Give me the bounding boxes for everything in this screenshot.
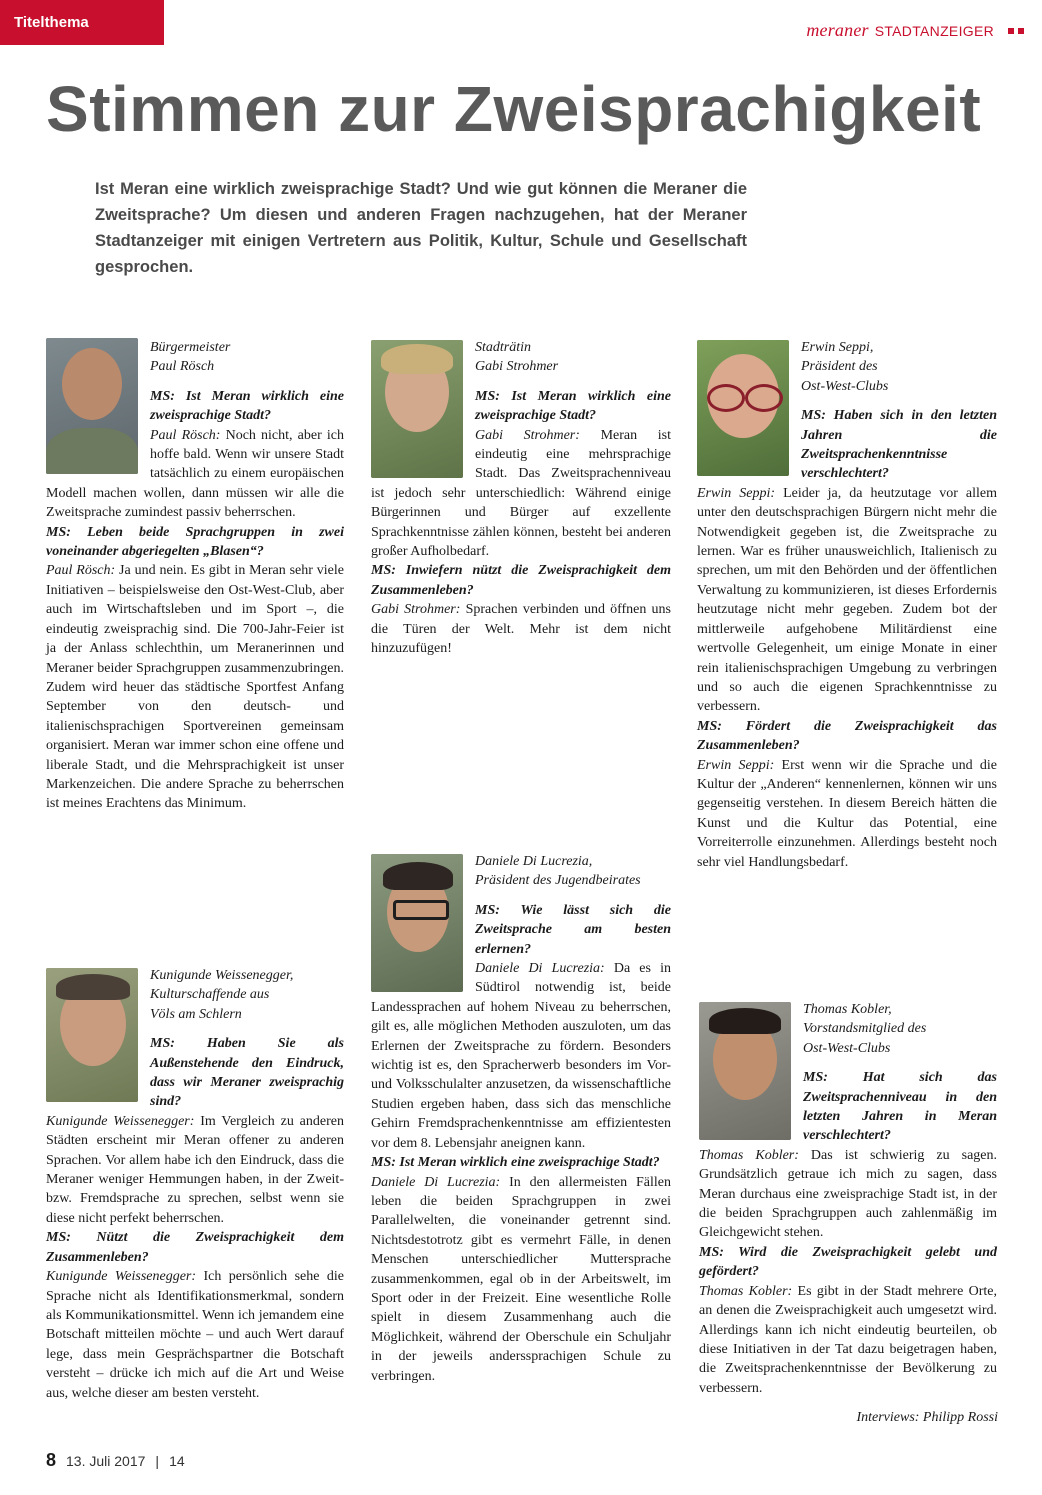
question: MS: Leben beide Sprachgruppen in zwei voneinander abgeriegelten „Blasen“?	[46, 524, 344, 560]
question: MS: Ist Meran wirklich eine zweisprachige Stadt?	[150, 388, 344, 424]
answer: Paul Rösch: Noch nicht, aber ich hoffe bald. Wenn wir unsere Stadt tatsächlich zu einem europäischen Modell machen wollen, dann müssen wir alle die Zweitsprache zumindest passiv beherrschen.	[46, 427, 344, 521]
answer: Daniele Di Lucrezia: Da es in Südtirol notwendig ist, beide Landessprachen auf hohem Niveau zu beherrschen, gilt es, alle möglichen Methoden auszuloten, um das Erlernen der Zweitsprache zu fördern. Besonders wichtig ist es, den Spracherwerb besonders im Vor- und Volksschulalter anzusetzen, da wissenschaftliche Studien ergeben haben, dass sich das menschliche Gehirn Fremdsprachenkenntnisse am effizientesten vor dem 8. Lebensjahr aneignen kann.	[371, 961, 671, 1151]
question: MS: Fördert die Zweisprachigkeit das Zusammenleben?	[697, 718, 997, 754]
section-tab: Titelthema	[0, 0, 164, 45]
answer: Erwin Seppi: Leider ja, da heutzutage vor allem unter den deutschsprachigen Bürgern nicht mehr die Notwendigkeit gegeben ist, die Zweitsprache zu lernen. War es früher unausweichlich, Italienisch zu sprechen, um mit den Behörden und der öffentlichen Verwaltung zu kommunizieren, ist dieses Erfordernis heutzutage nicht mehr gegeben. Zudem bot der mittlerweile aufgehobene Militärdienst eine wertvolle Gelegenheit, um einige Monate in einer rein italienischsprachigen Umgebung zu verbringen und so auch die eigenen Sprachkenntnisse zu verbessern.	[697, 485, 997, 715]
answer: Kunigunde Weissenegger: Ich persönlich sehe die Sprache nicht als Identifikationsmerkmal, sondern als Kommunikationsmittel. Wenn ich jemandem eine Botschaft mitteilen möchte – und auch Wert darauf lege, dass mein Gesprächspartner die Botschaft versteht – drücke ich mich auf die Art und Weise aus, welche dieser am besten versteht.	[46, 1269, 344, 1401]
interviewee-caption: Thomas Kobler, Vorstandsmitglied des Ost-West-Clubs	[803, 1002, 927, 1056]
portrait-photo	[699, 1002, 791, 1140]
question: MS: Haben Sie als Außenstehende den Eindruck, dass wir Meraner zweisprachig sind?	[150, 1036, 344, 1110]
question: MS: Haben sich in den letzten Jahren die Zweitsprachenkenntnisse verschlechtert?	[801, 408, 997, 482]
interview-paul-roesch	[46, 338, 344, 814]
intro-paragraph: Ist Meran eine wirklich zweisprachige Stadt? Und wie gut können die Meraner die Zweitsprache? Um diesen und anderen Fragen nachzugehen, hat der Meraner Stadtanzeiger mit einigen Vertretern aus Politik, Kultur, Schule und Gesellschaft gesprochen.	[95, 180, 747, 276]
answer: Thomas Kobler: Das ist schwierig zu sagen. Grundsätzlich getraue ich mich zu sagen, dass Meran durchaus eine zweisprachige Stadt ist, in der die beiden Sprachgruppen auch zahlenmäßig im Gleichgewicht stehen.	[699, 1147, 997, 1241]
answer: Daniele Di Lucrezia: In den allermeisten Fällen leben die beiden Sprachgruppen in zwei Parallelwelten, die voneinander getrennt sind. Nichtsdestotrotz gibt es vermehrt Fälle, in denen Menschen unterschiedlicher Muttersprache zusammenkommen, egal ob in der Arbeitswelt, im Sport oder in der Freizeit. Eine wesentliche Rolle spielt in diesem Zusammenhang auch die Möglichkeit, während der Oberschule ein Schuljahr in der jeweils anderssprachigen Schule zu verbringen.	[371, 1174, 671, 1384]
interview-credit: Interviews: Philipp Rossi	[856, 1410, 998, 1425]
question: MS: Wird die Zweisprachigkeit gelebt und gefördert?	[699, 1244, 997, 1280]
interview-thomas-kobler	[699, 1000, 997, 1398]
interviewee-caption: Erwin Seppi, Präsident des Ost-West-Clubs	[801, 340, 889, 394]
issue-number: 14	[169, 1453, 185, 1469]
question: MS: Ist Meran wirklich eine zweisprachige Stadt?	[371, 1155, 660, 1171]
interview-gabi-strohmer	[371, 338, 671, 659]
question: MS: Inwiefern nützt die Zweisprachigkeit dem Zusammenleben?	[371, 563, 671, 598]
question: MS: Wie lässt sich die Zweitsprache am besten erlernen?	[475, 902, 671, 957]
interviewee-caption: Bürgermeister Paul Rösch	[150, 340, 231, 375]
interviewee-caption: Kunigunde Weissenegger, Kulturschaffende aus Völs am Schlern	[150, 968, 294, 1022]
brand-caps: STADTANZEIGER	[874, 22, 994, 39]
headline: Stimmen zur Zweisprachigkeit	[46, 73, 982, 145]
question: MS: Nützt die Zweisprachigkeit dem Zusammenleben?	[46, 1230, 344, 1265]
page-number: 8	[46, 1450, 57, 1470]
publication-brand	[806, 20, 1024, 41]
portrait-photo	[371, 340, 463, 478]
answer: Erwin Seppi: Erst wenn wir die Sprache und die Kultur der „Anderen“ kennenlernen, können wir uns gegenseitig verstehen. In diesem Bereich hätten die Kunst und die Kultur das Potential, eine Vorreiterrolle einzunehmen. Allerdings besteht noch sehr viel Handlungsbedarf.	[697, 757, 997, 870]
answer: Gabi Strohmer: Sprachen verbinden und öffnen uns die Türen der Welt. Mehr ist dem nicht hinzuzufügen!	[371, 602, 671, 657]
page-footer	[46, 1450, 185, 1471]
interview-erwin-seppi	[697, 338, 997, 872]
interviewee-caption: Daniele Di Lucrezia, Präsident des Jugendbeirates	[475, 854, 641, 889]
portrait-photo	[46, 338, 138, 474]
issue-date: 13. Juli 2017	[66, 1453, 146, 1469]
portrait-photo	[697, 340, 789, 476]
interview-kunigunde-weissenegger	[46, 966, 344, 1403]
portrait-photo	[371, 854, 463, 992]
footer-separator: |	[155, 1453, 160, 1469]
brand-squares-icon	[1008, 28, 1024, 34]
question: MS: Ist Meran wirklich eine zweisprachige Stadt?	[475, 388, 671, 424]
interview-daniele-di-lucrezia	[371, 852, 671, 1386]
answer: Gabi Strohmer: Meran ist eindeutig eine mehrsprachige Stadt. Das Zweitsprachenniveau ist jedoch sehr unterschiedlich: Während einige Bürgerinnen und Bürger auf exzellente Sprachkenntnisse zählen können, besteht bei anderen großer Aufholbedarf.	[371, 427, 671, 560]
brand-italic: meraner	[806, 20, 869, 40]
answer: Thomas Kobler: Es gibt in der Stadt mehrere Orte, an denen die Zweisprachigkeit auch umgesetzt wird. Allerdings kann ich nicht eindeutig beurteilen, ob diese Initiativen in der Tat dazu beigetragen haben, die Zweitsprachenkenntnisse der Bevölkerung zu verbessern.	[699, 1283, 997, 1396]
answer: Paul Rösch: Ja und nein. Es gibt in Meran sehr viele Initiativen – beispielsweise den Ost-West-Club, aber auch im Wirtschaftsleben und im Sport –, die eindeutig zweisprachig sind. Die 700-Jahr-Feier ist ja der Anlass schlechthin, um Meranerinnen und Meraner beider Sprachgruppen zusammenzubringen. Zudem wird heuer das städtische Sportfest Anfang September von den deutsch- und italienischsprachigen Sportvereinen gemeinsam organisiert. Meran war immer schon eine offene und liberale Stadt, und die Mehrsprachigkeit ist unser Markenzeichen. Die andere Sprache zu beherrschen ist meines Erachtens das Minimum.	[46, 563, 344, 812]
question: MS: Hat sich das Zweitsprachenniveau in den letzten Jahren in Meran verschlechtert?	[803, 1070, 997, 1144]
portrait-photo	[46, 968, 138, 1102]
answer: Kunigunde Weissenegger: Im Vergleich zu anderen Städten erscheint mir Meran offener zu anderen Sprachen. Vor allem habe ich den Eindruck, dass die Meraner weniger Hemmungen haben, in der Zweit- bzw. Fremdsprache zu sprechen, selbst wenn sie diese nicht perfekt beherrschen.	[46, 1113, 344, 1226]
interviewee-caption: Stadträtin Gabi Strohmer	[475, 340, 559, 375]
